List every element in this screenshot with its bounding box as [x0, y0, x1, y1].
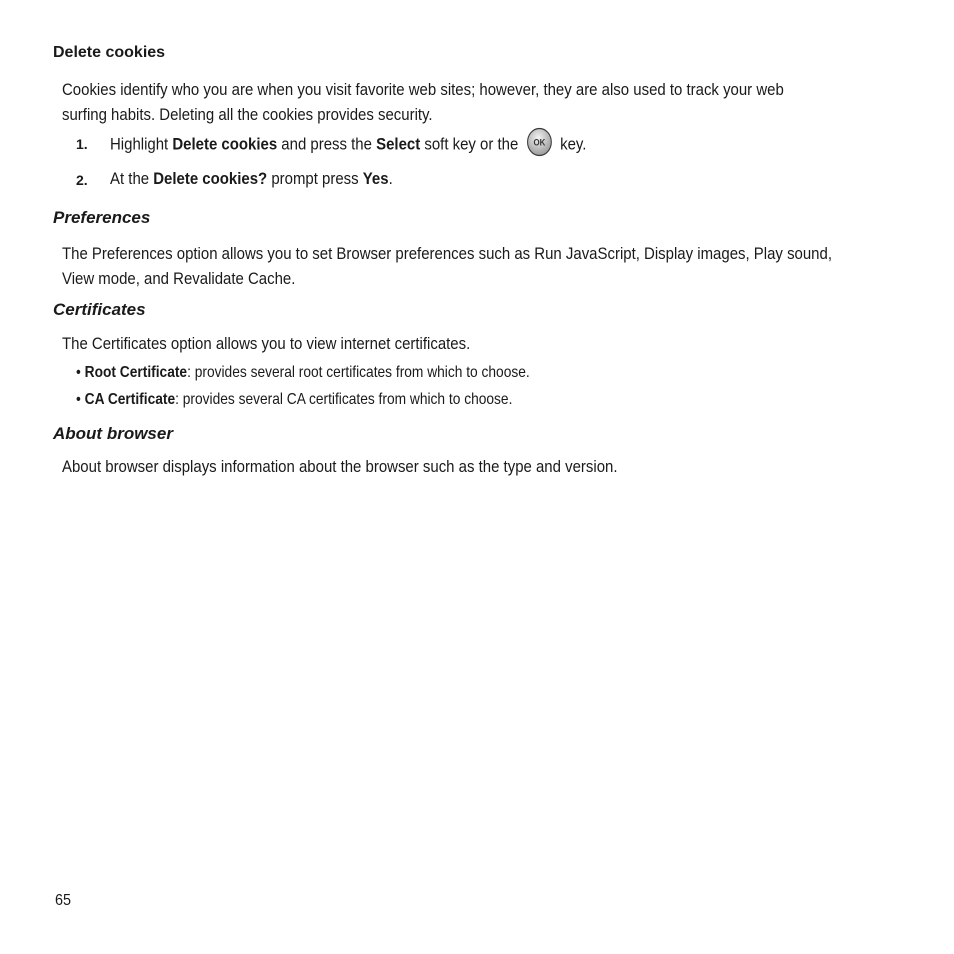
step-1-term-delete-cookies: Delete cookies — [172, 134, 278, 154]
delete-cookies-paragraph — [62, 77, 784, 127]
step-2-term-delete-cookies-prompt: Delete cookies? — [153, 169, 268, 188]
section-heading-delete-cookies: Delete cookies — [53, 44, 166, 61]
step-1-text-c: soft key or the — [420, 134, 523, 154]
section-heading-certificates: Certificates — [53, 300, 146, 319]
step-1-term-select: Select — [376, 134, 421, 154]
step-2-term-yes: Yes — [362, 169, 389, 188]
step-number-2: 2. — [76, 172, 88, 188]
ok-key-icon — [526, 127, 552, 157]
bullet-term-ca-certificate: CA Certificate — [84, 391, 176, 408]
step-1-text-a: Highlight — [110, 134, 173, 154]
about-browser-paragraph: About browser displays information about the browser such as the type and version. — [62, 457, 618, 476]
page-number: 65 — [55, 892, 72, 909]
step-2-text-a: At the — [110, 169, 154, 188]
step-1-text-d: key. — [555, 134, 587, 154]
bullet-marker: • — [76, 391, 85, 408]
certificates-paragraph: The Certificates option allows you to view internet certificates. — [62, 334, 471, 353]
preferences-paragraph — [62, 241, 832, 291]
preferences-paragraph-line-2: View mode, and Revalidate Cache. — [62, 269, 296, 288]
step-2-text — [110, 169, 393, 189]
bullet-desc-root-certificate: : provides several root certificates from which to choose. — [187, 364, 530, 381]
section-heading-about-browser: About browser — [53, 424, 173, 443]
bullet-desc-ca-certificate: : provides several CA certificates from which to choose. — [175, 391, 513, 408]
step-2-text-b: prompt press — [267, 169, 363, 188]
delete-cookies-paragraph-line-1: Cookies identify who you are when you visit favorite web sites; however, they are also used to track your web — [62, 80, 784, 99]
ok-key-label: OK — [533, 137, 546, 148]
step-1-text-b: and press the — [277, 134, 377, 154]
step-2-text-c: . — [388, 169, 393, 188]
step-number-1: 1. — [76, 136, 88, 152]
delete-cookies-paragraph-line-2: surfing habits. Deleting all the cookies provides security. — [62, 105, 433, 124]
bullet-marker: • — [76, 364, 85, 381]
step-1-text — [110, 133, 586, 157]
bullet-root-certificate — [76, 364, 530, 382]
preferences-paragraph-line-1: The Preferences option allows you to set Browser preferences such as Run JavaScript, Display images, Play sound, — [62, 244, 832, 263]
section-heading-preferences: Preferences — [53, 208, 151, 227]
bullet-ca-certificate — [76, 391, 512, 409]
bullet-term-root-certificate: Root Certificate — [84, 364, 188, 381]
